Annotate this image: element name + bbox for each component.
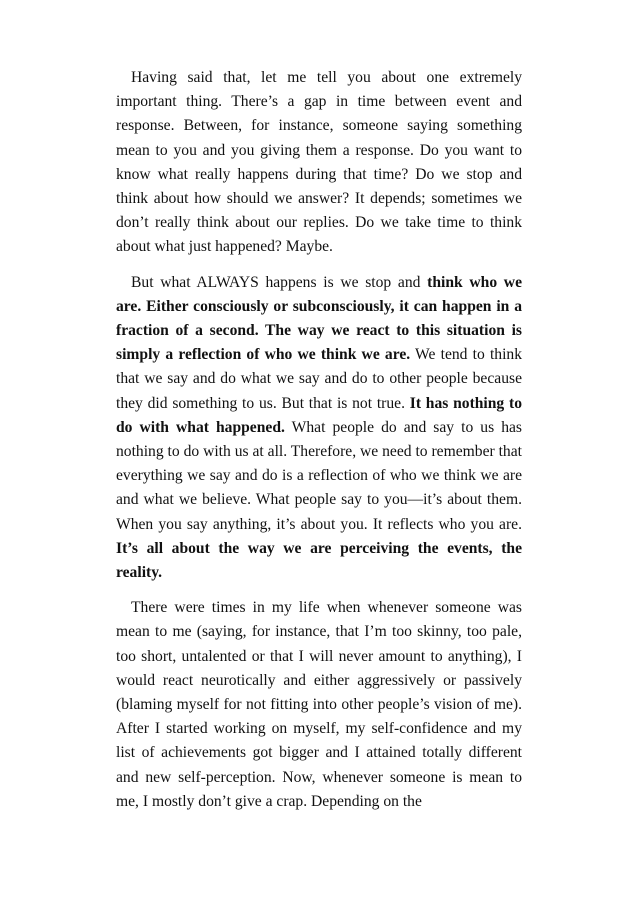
bold-text-segment: It’s all about the way we are perceiving the events, the reality. [116,539,522,582]
bold-text-segment: It has nothing to do with what happened. [116,394,522,436]
text-segment: But what ALWAYS happens is we stop and [131,273,428,291]
paragraph-what-always-happens [116,271,522,586]
text-segment: Having said that, let me tell you about one extremely important thing. There’s a gap in time between event and response. Between, for instance, someone saying something mean to you and you giving them a response. Do you want to know what really happens during that time? Do we stop and think about how should we answer? It depends; sometimes we don’t really think about our replies. Do we take time to think about what just happened? Maybe. [116,69,522,256]
paragraph-gap-between-event-and-response [116,66,522,260]
bold-text-segment: think who we are. Either consciously or subconsciously, it can happen in a fraction of a second. The way we react to this situation is simply a reflection of who we think we are. [116,273,522,364]
text-segment: We tend to think that we say and do what we say and do to other people because they did something to us. But that is not true. [116,346,522,412]
document-page [116,66,522,825]
text-segment: There were times in my life when whenever someone was mean to me (saying, for instance, that I’m too skinny, too pale, too short, untalented or that I will never amount to anything), I would react neurotically and either aggressively or passively (blaming myself for not fitting into other people’s vision of me). After I started working on myself, my self-confidence and my list of achievements got bigger and I attained totally different and new self-perception. Now, whenever someone is mean to me, I mostly don’t give a crap. Depending on the [116,599,522,810]
paragraph-times-in-my-life [116,596,522,814]
text-segment: What people do and say to us has nothing to do with us at all. Therefore, we need to remember that everything we say and do is a reflection of who we think we are and what we believe. What people say to you—it’s about them. When you say anything, it’s about you. It reflects who you are. [116,418,523,533]
